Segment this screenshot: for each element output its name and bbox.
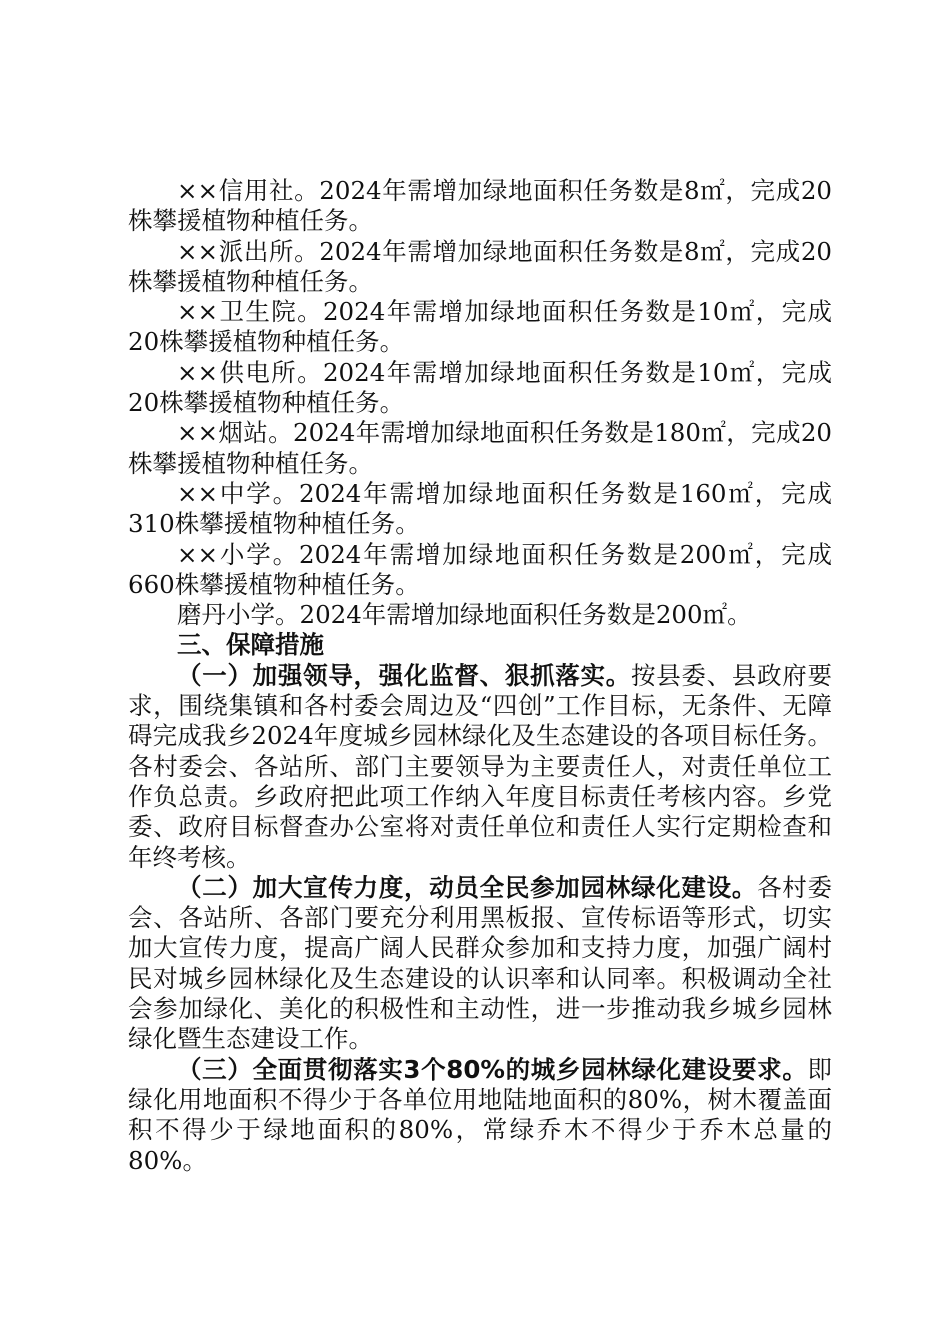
unit-paragraph-power-supply: ××供电所。2024年需增加绿地面积任务数是10㎡，完成20株攀援植物种植任务。 <box>128 357 832 418</box>
document-body <box>128 176 832 1176</box>
unit-paragraph-tobacco-station: ××烟站。2024年需增加绿地面积任务数是180㎡，完成20株攀援植物种植任务。 <box>128 418 832 478</box>
measure-paragraph-3 <box>128 1055 832 1176</box>
unit-paragraph-middle-school: ××中学。2024年需增加绿地面积任务数是160㎡，完成310株攀援植物种植任务。 <box>128 478 832 539</box>
measure-lead-3: （三）全面贯彻落实3个80%的城乡园林绿化建设要求。 <box>177 1054 808 1084</box>
measure-body-3: 即绿化用地面积不得少于各单位用地陆地面积的80%，树木覆盖面积不得少于绿地面积的80%，常绿乔木不得少于乔木总量的80%。 <box>128 1054 832 1175</box>
section-heading: 三、保障措施 <box>177 630 324 660</box>
measure-paragraph-2 <box>128 873 832 1055</box>
measure-paragraph-1 <box>128 661 832 873</box>
measure-lead-2: （二）加大宣传力度，动员全民参加园林绿化建设。 <box>177 872 758 902</box>
measure-body-2: 各村委会、各站所、各部门要充分利用黑板报、宣传标语等形式，切实加大宣传力度，提高广阔人民群众参加和支持力度，加强广阔村民对城乡园林绿化及生态建设的认识率和认同率。积极调动全社会参加绿化、美化的积极性和主动性，进一步推动我乡城乡园林绿化暨生态建设工作。 <box>128 872 833 1054</box>
unit-paragraph-police-station: ××派出所。2024年需增加绿地面积任务数是8㎡，完成20株攀援植物种植任务。 <box>128 236 832 296</box>
unit-paragraph-credit-union: ××信用社。2024年需增加绿地面积任务数是8㎡，完成20株攀援植物种植任务。 <box>128 176 832 236</box>
measure-body-1: 按县委、县政府要求，围绕集镇和各村委会周边及“四创”工作目标，无条件、无障碍完成我乡2024年度城乡园林绿化及生态建设的各项目标任务。各村委会、各站所、部门主要领导为主要责任人，对责任单位工作负总责。乡政府把此项工作纳入年度目标责任考核内容。乡党委、政府目标督查办公室将对责任单位和责任人实行定期检查和年终考核。 <box>128 660 833 872</box>
unit-paragraph-health-center: ××卫生院。2024年需增加绿地面积任务数是10㎡，完成20株攀援植物种植任务。 <box>128 297 832 357</box>
unit-paragraph-modan-primary: 磨丹小学。2024年需增加绿地面积任务数是200㎡。 <box>177 600 752 630</box>
unit-paragraph-primary-school: ××小学。2024年需增加绿地面积任务数是200㎡，完成660株攀援植物种植任务。 <box>128 539 832 599</box>
measure-lead-1: （一）加强领导，强化监督、狠抓落实。 <box>177 660 631 690</box>
